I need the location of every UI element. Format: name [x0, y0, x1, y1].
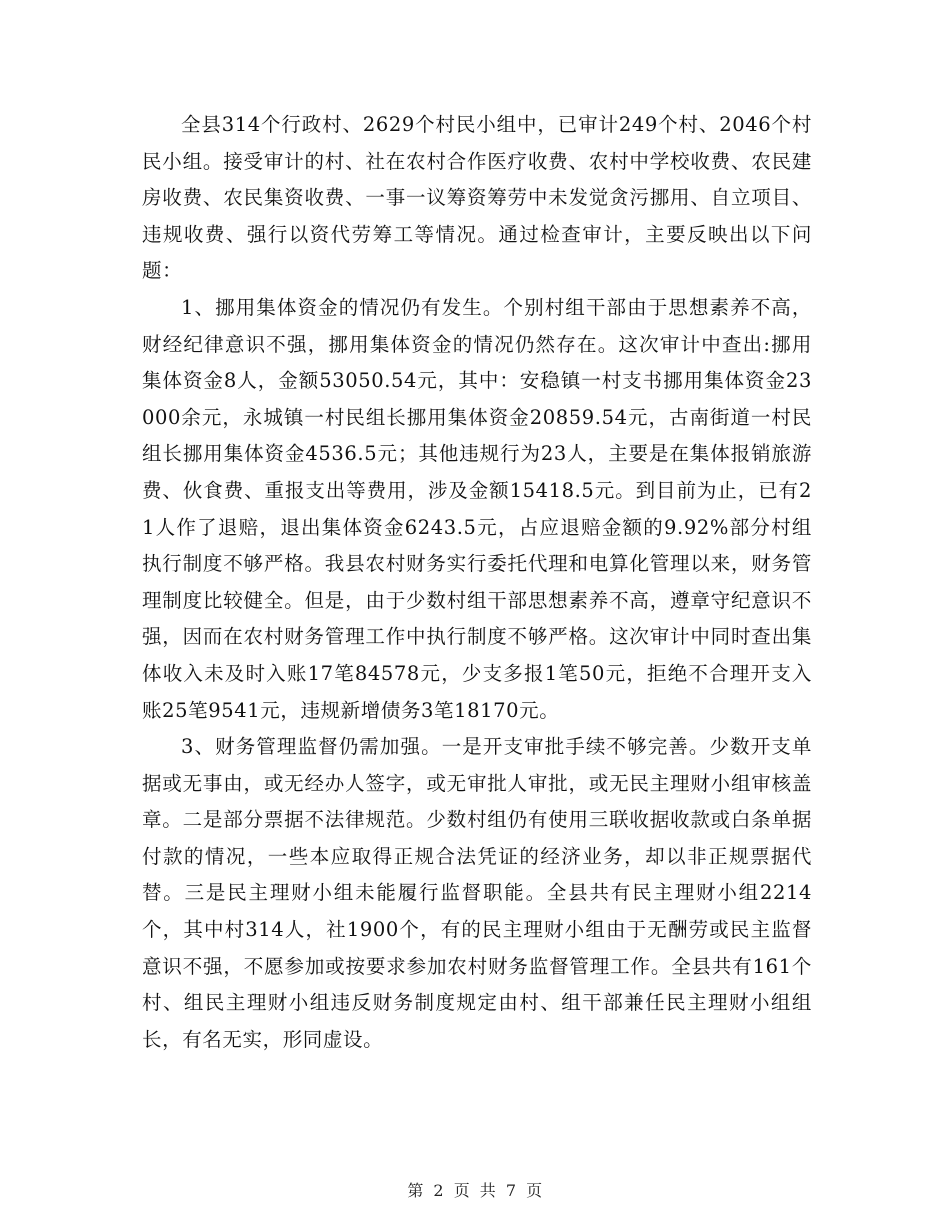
paragraph-audit-overview: 全县314个行政村、2629个村民小组中，已审计249个村、2046个村民小组。接受审计的村、社在农村合作医疗收费、农村中学校收费、农民建房收费、农民集资收费、一事一议筹资筹劳中未发觉贪污挪用、自立项目、违规收费、强行以资代劳筹工等情况。通过检查审计，主要反映出以下问题： — [142, 113, 812, 283]
document-body — [142, 107, 812, 1058]
page-number-footer: 第 2 页 共 7 页 — [407, 1181, 543, 1200]
paragraph-misappropriation: 1、挪用集体资金的情况仍有发生。个别村组干部由于思想素养不高，财经纪律意识不强，挪用集体资金的情况仍然存在。这次审计中查出:挪用集体资金8人，金额53050.54元，其中：安稳镇一村支书挪用集体资金23000余元，永城镇一村民组长挪用集体资金20859.54元，古南街道一村民组长挪用集体资金4536.5元；其他违规行为23人，主要是在集体报销旅游费、伙食费、重报支出等费用，涉及金额15418.5元。到目前为止，已有21人作了退赔，退出集体资金6243.5元，占应退赔金额的9.92%部分村组执行制度不够严格。我县农村财务实行委托代理和电算化管理以来，财务管理制度比较健全。但是，由于少数村组干部思想素养不高，遵章守纪意识不强，因而在农村财务管理工作中执行制度不够严格。这次审计中同时查出集体收入未及时入账17笔84578元，少支多报1笔50元，拒绝不合理开支入账25笔9541元，违规新增债务3笔18170元。 — [142, 295, 812, 722]
paragraph-supervision: 3、财务管理监督仍需加强。一是开支审批手续不够完善。少数开支单据或无事由，或无经办人签字，或无审批人审批，或无民主理财小组审核盖章。二是部分票据不法律规范。少数村组仍有使用三联收据收款或白条单据付款的情况，一些本应取得正规合法凭证的经济业务，却以非正规票据代替。三是民主理财小组未能履行监督职能。全县共有民主理财小组2214个，其中村314人，社1900个，有的民主理财小组由于无酬劳或民主监督意识不强，不愿参加或按要求参加农村财务监督管理工作。全县共有161个村、组民主理财小组违反财务制度规定由村、组干部兼任民主理财小组组长，有名无实，形同虚设。 — [142, 735, 812, 1051]
